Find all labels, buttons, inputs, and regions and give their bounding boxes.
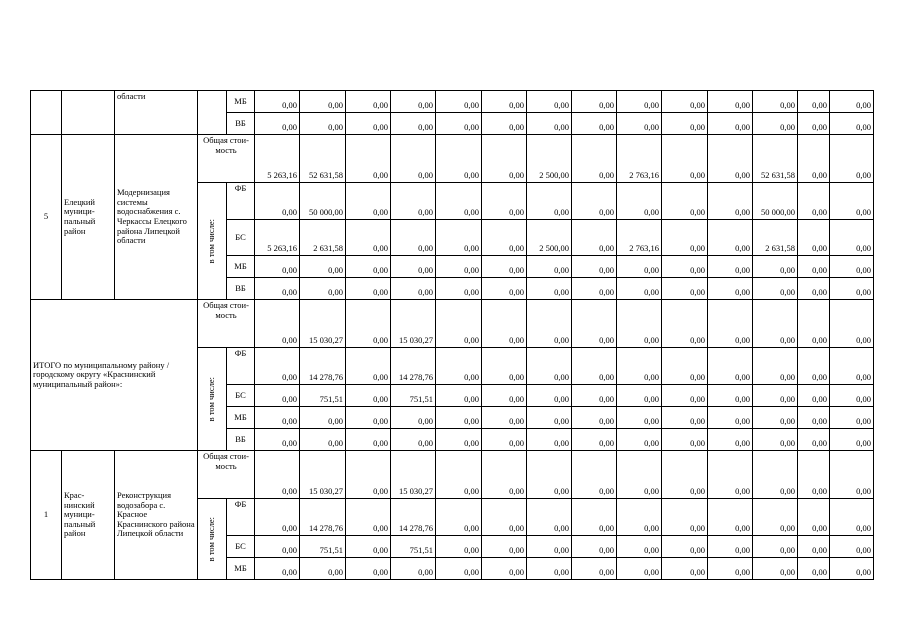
value-cell: 0,00 [708,113,753,135]
value-cell: 0,00 [798,91,830,113]
value-cell: 0,00 [346,385,391,407]
source-label-fb: ФБ [227,348,255,385]
value-cell: 0,00 [482,256,527,278]
value-cell: 0,00 [798,558,830,580]
value-cell: 0,00 [391,558,436,580]
value-cell: 0,00 [662,220,708,256]
including-cell [198,91,227,135]
value-cell: 0,00 [830,220,874,256]
value-cell: 0,00 [255,256,300,278]
value-cell: 0,00 [798,113,830,135]
value-cell: 0,00 [482,220,527,256]
value-cell: 5 263,16 [255,220,300,256]
value-cell: 0,00 [830,451,874,499]
value-cell: 0,00 [527,429,572,451]
value-cell: 0,00 [708,300,753,348]
value-cell: 0,00 [617,385,662,407]
value-cell: 0,00 [527,256,572,278]
value-cell: 0,00 [753,113,798,135]
value-cell: 0,00 [527,300,572,348]
value-cell: 0,00 [482,113,527,135]
value-cell: 0,00 [300,113,346,135]
value-cell: 0,00 [572,113,617,135]
value-cell: 0,00 [346,220,391,256]
value-cell: 0,00 [436,256,482,278]
including-label [198,183,227,300]
value-cell: 0,00 [617,348,662,385]
value-cell: 0,00 [617,91,662,113]
value-cell: 0,00 [617,183,662,220]
value-cell: 0,00 [753,429,798,451]
value-cell: 0,00 [482,278,527,300]
value-cell: 0,00 [708,91,753,113]
value-cell: 0,00 [753,278,798,300]
value-cell: 0,00 [617,407,662,429]
value-cell: 0,00 [753,536,798,558]
row-continued-mb [31,91,874,113]
value-cell: 0,00 [436,558,482,580]
value-cell: 0,00 [436,385,482,407]
value-cell: 0,00 [753,91,798,113]
value-cell: 0,00 [830,499,874,536]
value-cell: 14 278,76 [391,499,436,536]
value-cell: 0,00 [708,135,753,183]
value-cell: 0,00 [662,300,708,348]
value-cell: 14 278,76 [391,348,436,385]
value-cell: 0,00 [572,348,617,385]
value-cell: 2 500,00 [527,135,572,183]
value-cell: 0,00 [708,558,753,580]
value-cell: 0,00 [482,407,527,429]
value-cell: 751,51 [300,385,346,407]
source-label-bs: БС [227,536,255,558]
value-cell: 15 030,27 [391,300,436,348]
value-cell: 0,00 [300,278,346,300]
value-cell: 0,00 [391,91,436,113]
value-cell: 0,00 [572,183,617,220]
value-cell: 0,00 [798,135,830,183]
value-cell: 15 030,27 [300,451,346,499]
including-label-text: в том числе: [206,376,217,422]
source-label-bs: БС [227,385,255,407]
value-cell: 0,00 [830,536,874,558]
value-cell: 0,00 [572,451,617,499]
row-total-cost [31,135,874,183]
source-label-fb: ФБ [227,499,255,536]
value-cell: 0,00 [391,256,436,278]
value-cell: 0,00 [436,348,482,385]
value-cell: 0,00 [436,536,482,558]
including-label [198,499,227,580]
value-cell: 0,00 [617,278,662,300]
value-cell: 0,00 [617,300,662,348]
value-cell: 0,00 [662,385,708,407]
value-cell: 0,00 [527,499,572,536]
source-label-mb: МБ [227,91,255,113]
value-cell: 0,00 [798,183,830,220]
value-cell: 0,00 [255,113,300,135]
value-cell: 15 030,27 [300,300,346,348]
value-cell: 0,00 [708,385,753,407]
total-cost-label: Общая стои-мость [198,300,255,348]
value-cell: 751,51 [391,536,436,558]
value-cell: 0,00 [830,300,874,348]
value-cell: 0,00 [830,183,874,220]
value-cell: 0,00 [255,385,300,407]
value-cell: 0,00 [798,256,830,278]
value-cell: 0,00 [708,451,753,499]
value-cell: 0,00 [830,348,874,385]
value-cell: 0,00 [798,451,830,499]
value-cell: 0,00 [436,135,482,183]
value-cell: 0,00 [753,385,798,407]
row-total-cost [31,300,874,348]
value-cell: 0,00 [300,558,346,580]
value-cell: 0,00 [798,278,830,300]
source-label-mb: МБ [227,256,255,278]
value-cell: 0,00 [708,256,753,278]
value-cell: 0,00 [346,113,391,135]
value-cell: 0,00 [662,348,708,385]
value-cell: 0,00 [708,429,753,451]
value-cell: 0,00 [572,499,617,536]
value-cell: 0,00 [527,558,572,580]
value-cell: 0,00 [830,429,874,451]
value-cell: 0,00 [346,300,391,348]
value-cell: 0,00 [436,183,482,220]
value-cell: 0,00 [391,183,436,220]
value-cell: 0,00 [527,278,572,300]
value-cell: 0,00 [346,451,391,499]
row-number: 1 [31,451,62,580]
value-cell: 0,00 [708,348,753,385]
district-name: Крас-нинский муници-пальный район [62,451,115,580]
value-cell: 0,00 [482,300,527,348]
value-cell: 0,00 [391,113,436,135]
value-cell: 0,00 [527,407,572,429]
value-cell: 0,00 [436,91,482,113]
value-cell: 0,00 [255,183,300,220]
value-cell: 0,00 [662,256,708,278]
value-cell: 0,00 [436,278,482,300]
value-cell: 0,00 [830,558,874,580]
value-cell: 0,00 [617,256,662,278]
including-label [198,348,227,451]
value-cell: 0,00 [753,348,798,385]
value-cell: 0,00 [482,429,527,451]
total-cost-label: Общая стои-мость [198,135,255,183]
value-cell: 0,00 [708,536,753,558]
value-cell: 0,00 [662,113,708,135]
value-cell: 0,00 [391,220,436,256]
value-cell: 0,00 [255,451,300,499]
value-cell: 0,00 [572,91,617,113]
value-cell: 0,00 [482,183,527,220]
project-name: Реконструкция водозабора с. Красное Краснинского района Липецкой области [115,451,198,580]
source-label-mb: МБ [227,407,255,429]
source-label-vb: ВБ [227,429,255,451]
value-cell: 14 278,76 [300,499,346,536]
value-cell: 0,00 [482,348,527,385]
value-cell: 0,00 [798,429,830,451]
value-cell: 0,00 [753,407,798,429]
value-cell: 2 763,16 [617,220,662,256]
source-label-bs: БС [227,220,255,256]
value-cell: 0,00 [255,300,300,348]
value-cell: 0,00 [436,220,482,256]
project-name-tail: области [115,91,198,135]
value-cell: 0,00 [708,183,753,220]
value-cell: 0,00 [482,536,527,558]
value-cell: 0,00 [572,558,617,580]
value-cell: 0,00 [662,407,708,429]
source-label-fb: ФБ [227,183,255,220]
value-cell: 0,00 [572,256,617,278]
value-cell: 14 278,76 [300,348,346,385]
value-cell: 0,00 [436,407,482,429]
value-cell: 0,00 [798,220,830,256]
value-cell: 0,00 [572,278,617,300]
value-cell: 0,00 [346,499,391,536]
value-cell: 0,00 [527,451,572,499]
value-cell: 0,00 [830,278,874,300]
value-cell: 0,00 [753,499,798,536]
value-cell: 0,00 [255,499,300,536]
value-cell: 0,00 [662,183,708,220]
value-cell: 0,00 [346,183,391,220]
value-cell: 0,00 [572,135,617,183]
value-cell: 0,00 [798,536,830,558]
value-cell: 0,00 [662,558,708,580]
value-cell: 0,00 [300,91,346,113]
value-cell: 0,00 [527,348,572,385]
value-cell: 0,00 [346,429,391,451]
source-label-mb: МБ [227,558,255,580]
value-cell: 0,00 [708,499,753,536]
value-cell: 0,00 [572,429,617,451]
value-cell: 2 500,00 [527,220,572,256]
value-cell: 0,00 [527,113,572,135]
value-cell: 0,00 [572,220,617,256]
value-cell: 0,00 [436,499,482,536]
value-cell: 0,00 [346,348,391,385]
value-cell: 0,00 [572,407,617,429]
value-cell: 0,00 [346,256,391,278]
row-number: 5 [31,135,62,300]
value-cell: 0,00 [798,348,830,385]
value-cell: 0,00 [662,499,708,536]
value-cell: 0,00 [527,536,572,558]
value-cell: 0,00 [662,536,708,558]
value-cell: 0,00 [300,256,346,278]
value-cell: 0,00 [255,429,300,451]
value-cell: 0,00 [662,451,708,499]
value-cell: 0,00 [482,451,527,499]
num-cell [31,91,62,135]
value-cell: 15 030,27 [391,451,436,499]
value-cell: 0,00 [830,407,874,429]
value-cell: 0,00 [798,385,830,407]
value-cell: 0,00 [391,407,436,429]
value-cell: 0,00 [527,385,572,407]
value-cell: 2 631,58 [753,220,798,256]
value-cell: 0,00 [300,407,346,429]
value-cell: 52 631,58 [753,135,798,183]
value-cell: 0,00 [436,429,482,451]
value-cell: 751,51 [391,385,436,407]
value-cell: 0,00 [482,135,527,183]
value-cell: 0,00 [662,135,708,183]
value-cell: 0,00 [255,348,300,385]
value-cell: 0,00 [255,91,300,113]
total-title: ИТОГО по муниципальному району / городскому округу «Краснинский муниципальный район»: [31,300,198,451]
source-label-vb: ВБ [227,278,255,300]
value-cell: 0,00 [830,385,874,407]
value-cell: 2 763,16 [617,135,662,183]
value-cell: 52 631,58 [300,135,346,183]
value-cell: 0,00 [391,278,436,300]
value-cell: 0,00 [662,429,708,451]
project-name: Модернизация системы водоснабжения с. Черкассы Елецкого района Липецкой области [115,135,198,300]
value-cell: 0,00 [798,499,830,536]
value-cell: 50 000,00 [300,183,346,220]
budget-table [30,90,874,580]
value-cell: 0,00 [708,278,753,300]
value-cell: 0,00 [830,135,874,183]
value-cell: 0,00 [708,407,753,429]
value-cell: 0,00 [798,300,830,348]
value-cell: 0,00 [391,429,436,451]
value-cell: 0,00 [830,91,874,113]
value-cell: 0,00 [753,558,798,580]
value-cell: 0,00 [346,278,391,300]
value-cell: 0,00 [798,407,830,429]
value-cell: 0,00 [346,91,391,113]
value-cell: 0,00 [527,183,572,220]
including-label-text: в том числе: [206,218,217,264]
value-cell: 0,00 [436,451,482,499]
value-cell: 0,00 [255,558,300,580]
value-cell: 0,00 [753,256,798,278]
value-cell: 0,00 [830,113,874,135]
value-cell: 0,00 [830,256,874,278]
value-cell: 0,00 [482,385,527,407]
value-cell: 0,00 [346,536,391,558]
value-cell: 0,00 [708,220,753,256]
value-cell: 0,00 [617,558,662,580]
value-cell: 0,00 [346,558,391,580]
value-cell: 0,00 [255,407,300,429]
value-cell: 751,51 [300,536,346,558]
value-cell: 0,00 [527,91,572,113]
value-cell: 0,00 [436,300,482,348]
value-cell: 0,00 [662,91,708,113]
source-label-vb: ВБ [227,113,255,135]
value-cell: 5 263,16 [255,135,300,183]
value-cell: 0,00 [617,499,662,536]
value-cell: 0,00 [391,135,436,183]
row-total-cost [31,451,874,499]
value-cell: 0,00 [300,429,346,451]
district-name: Елецкий муници-пальный район [62,135,115,300]
value-cell: 0,00 [572,385,617,407]
value-cell: 0,00 [346,407,391,429]
total-cost-label: Общая стои-мость [198,451,255,499]
value-cell: 0,00 [436,113,482,135]
value-cell: 0,00 [482,91,527,113]
value-cell: 0,00 [753,300,798,348]
value-cell: 2 631,58 [300,220,346,256]
including-label-text: в том числе: [206,516,217,562]
value-cell: 0,00 [662,278,708,300]
value-cell: 0,00 [255,278,300,300]
value-cell: 50 000,00 [753,183,798,220]
value-cell: 0,00 [753,451,798,499]
value-cell: 0,00 [346,135,391,183]
value-cell: 0,00 [482,558,527,580]
value-cell: 0,00 [255,536,300,558]
district-cell [62,91,115,135]
value-cell: 0,00 [617,536,662,558]
value-cell: 0,00 [572,300,617,348]
value-cell: 0,00 [617,429,662,451]
value-cell: 0,00 [617,451,662,499]
value-cell: 0,00 [482,499,527,536]
value-cell: 0,00 [617,113,662,135]
value-cell: 0,00 [572,536,617,558]
